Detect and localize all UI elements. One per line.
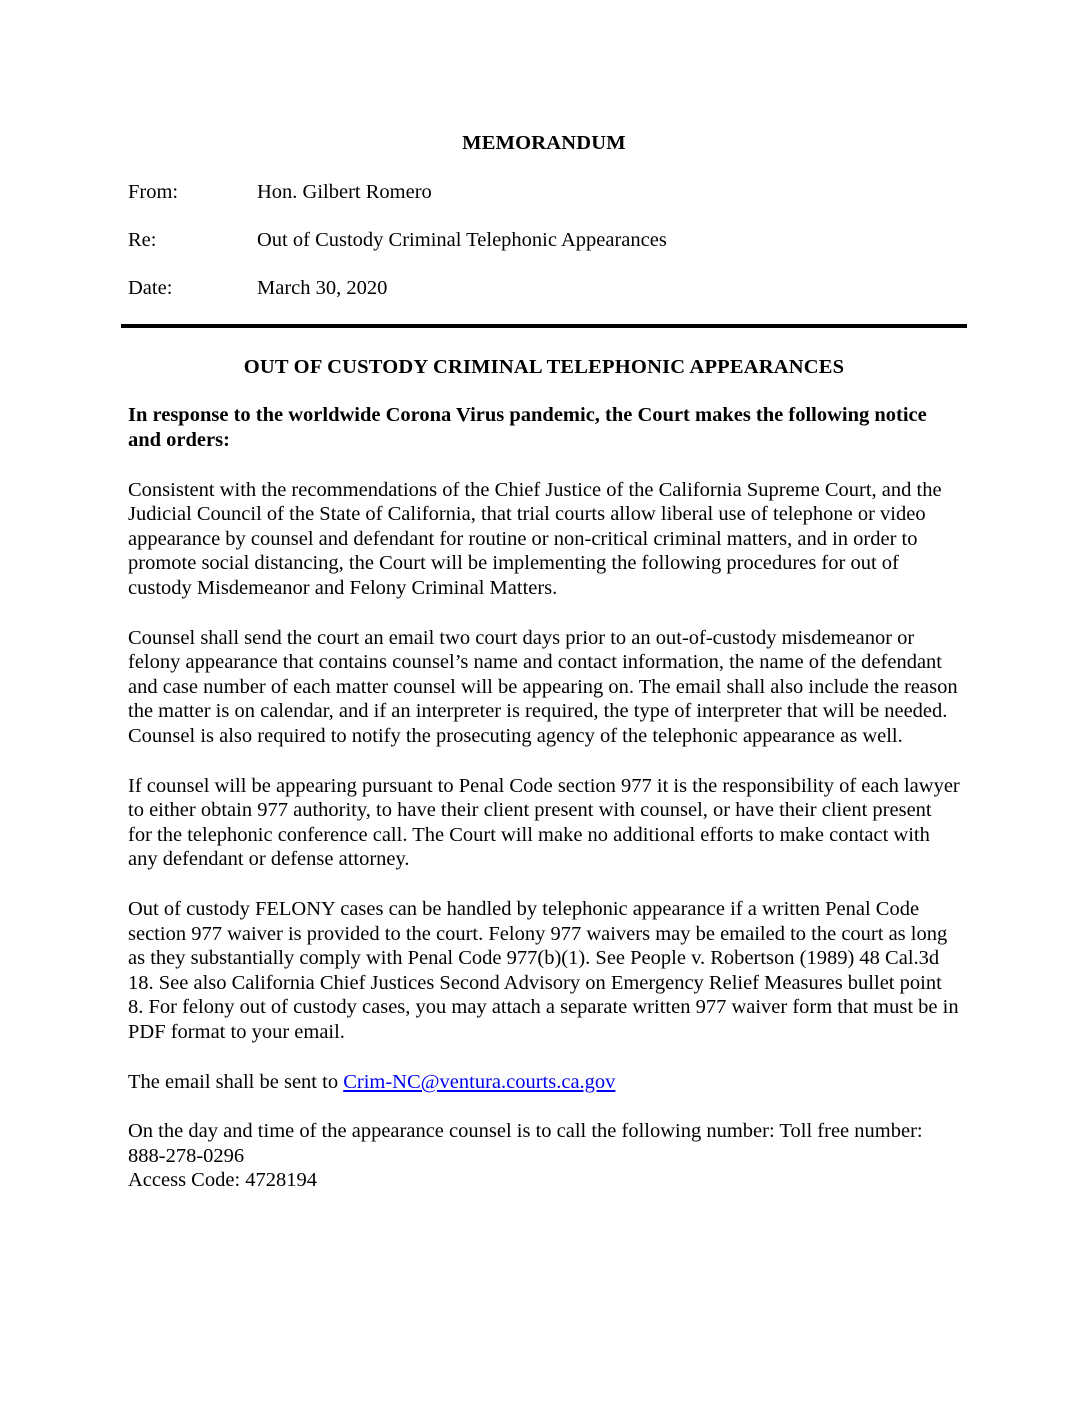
paragraph-counsel-email-requirements: Counsel shall send the court an email two court days prior to an out-of-custody misdemeanor or felony appearance that contains counsel’s name and contact information, the name of the defendant and case number of each matter counsel will be appearing on. The email shall also include the reason the matter is on calendar, and if an interpreter is required, the type of interpreter that will be needed. Counsel is also required to notify the prosecuting agency of the telephonic appearance as well. (128, 626, 958, 747)
paragraph-penal-code-977: If counsel will be appearing pursuant to Penal Code section 977 it is the responsibility of each lawyer to either obtain 977 authority, to have their client present with counsel, or have their client present for the telephonic conference call. The Court will make no additional efforts to make contact with any defendant or defense attorney. (128, 774, 960, 871)
memo-re-value: Out of Custody Criminal Telephonic Appearances (257, 228, 667, 251)
doc-title: MEMORANDUM (462, 132, 626, 154)
memo-field-re (128, 228, 960, 253)
email-paragraph (128, 1070, 960, 1095)
email-link[interactable]: Crim-NC@ventura.courts.ca.gov (343, 1070, 616, 1093)
memo-from-label: From: (128, 180, 179, 203)
closing-call-instruction: On the day and time of the appearance counsel is to call the following number: Toll free number: (128, 1120, 923, 1143)
access-code: Access Code: 4728194 (128, 1169, 318, 1192)
memo-date-label: Date: (128, 276, 173, 299)
memo-date-value: March 30, 2020 (257, 276, 388, 299)
notice-paragraph: In response to the worldwide Corona Virus pandemic, the Court makes the following notice and orders: (128, 404, 927, 452)
memo-from-value: Hon. Gilbert Romero (257, 180, 432, 203)
paragraph-felony-waivers: Out of custody FELONY cases can be handled by telephonic appearance if a written Penal Code section 977 waiver is provided to the court. Felony 977 waivers may be emailed to the court as long as they substantially comply with Penal Code 977(b)(1). See People v. Robertson (1989) 48 Cal.3d 18. See also California Chief Justices Second Advisory on Emergency Relief Measures bullet point 8. For felony out of custody cases, you may attach a separate written 977 waiver form that must be in PDF format to your email. (128, 897, 959, 1043)
paragraph-consistent-recommendations: Consistent with the recommendations of the Chief Justice of the California Supreme Court, and the Judicial Council of the State of California, that trial courts allow liberal use of telephone or video appearance by counsel and defendant for routine or non-critical criminal matters, and in order to promote social distancing, the Court will be implementing the following procedures for out of custody Misdemeanor and Felony Criminal Matters. (128, 478, 942, 600)
memo-field-date (128, 276, 960, 301)
divider-rule (121, 324, 967, 328)
toll-free-number: 888-278-0296 (128, 1144, 245, 1167)
section-title: OUT OF CUSTODY CRIMINAL TELEPHONIC APPEARANCES (243, 355, 845, 378)
email-prefix-text: The email shall be sent to (128, 1070, 344, 1093)
memo-re-label: Re: (128, 228, 157, 251)
closing-paragraph (128, 1119, 960, 1193)
memo-field-from (128, 180, 960, 205)
